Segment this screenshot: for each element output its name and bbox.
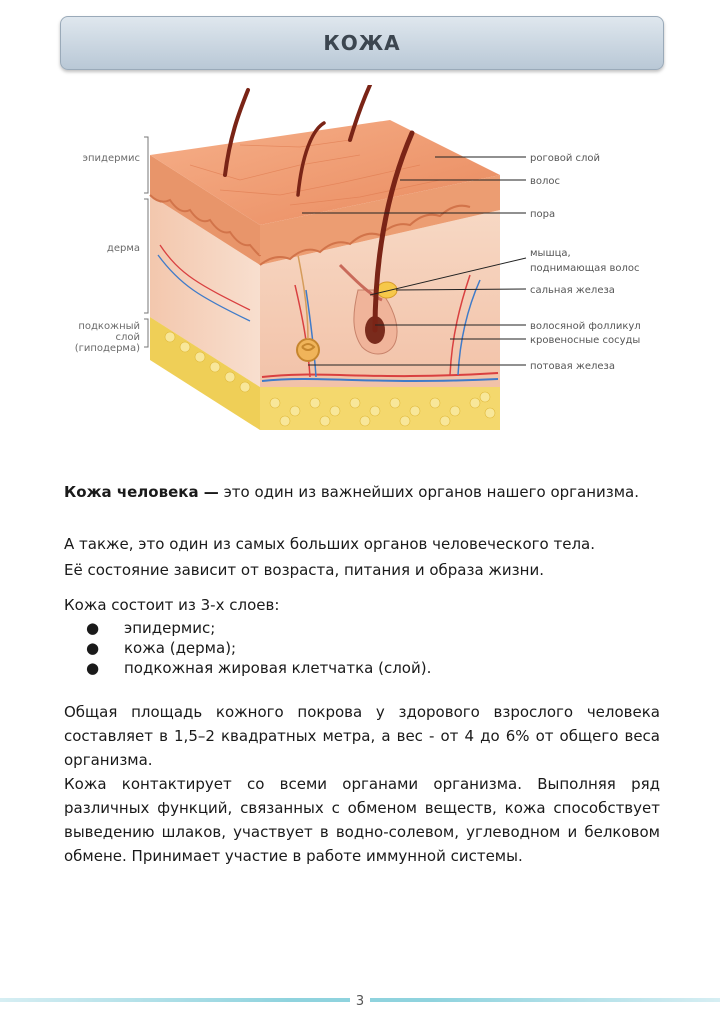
layers-list	[64, 618, 431, 678]
list-item: ● кожа (дерма);	[86, 639, 237, 657]
label-hair-follicle: волосяной фолликул	[530, 321, 641, 332]
right-labels	[530, 153, 641, 372]
label-pore: пора	[530, 209, 556, 220]
list-item: ● эпидермис;	[86, 619, 216, 637]
left-brackets	[144, 137, 148, 347]
label-dermis: дерма	[106, 243, 140, 254]
paragraph-functions: Кожа контактирует со всеми органами организма. Выполняя ряд различных функций, связанных с обменом веществ, кожа способствует выведению шлаков, участвует в водно-солевом, углеводном и белковом обмене. Принимает участие в работе иммунной системы.	[64, 775, 660, 865]
skin-cross-section-illustration	[40, 85, 680, 445]
page-number-wrap	[0, 994, 720, 1009]
paragraph-area-weight: Общая площадь кожного покрова у здорового взрослого человека составляет в 1,5–2 квадратных метра, а вес - от 4 до 6% от общего веса организма.	[64, 703, 660, 769]
label-hypodermis-1: подкожный	[78, 321, 140, 332]
label-blood-vessels: кровеносные сосуды	[530, 335, 641, 346]
bullet-icon: ●	[86, 619, 100, 637]
left-labels	[75, 153, 140, 354]
bullet-icon: ●	[86, 659, 100, 677]
list-item: ● подкожная жировая клетчатка (слой).	[86, 659, 432, 677]
intro-rest: это один из важнейших органов нашего организма.	[218, 483, 640, 501]
label-hypodermis-3: (гиподерма)	[74, 343, 140, 354]
label-sebaceous-gland: сальная железа	[530, 285, 615, 296]
paragraph-layers-intro: Кожа состоит из 3-х слоев:	[64, 596, 280, 614]
label-hair: волос	[530, 176, 561, 187]
page-title: КОЖА	[323, 31, 401, 55]
page-number: 3	[350, 994, 370, 1009]
label-muscle-2: поднимающая волос	[530, 263, 640, 274]
label-muscle-1: мышца,	[530, 248, 571, 259]
label-stratum-corneum: роговой слой	[530, 153, 601, 164]
paragraph-size: А также, это один из самых больших органов человеческого тела.	[64, 535, 595, 553]
title-banner	[60, 16, 664, 70]
intro-term: Кожа человека —	[64, 483, 219, 501]
bullet-icon: ●	[86, 639, 100, 657]
paragraph-intro	[64, 480, 660, 504]
paragraph-condition: Её состояние зависит от возраста, питания и образа жизни.	[64, 561, 544, 579]
label-sweat-gland: потовая железа	[530, 361, 615, 372]
label-epidermis: эпидермис	[82, 153, 140, 164]
label-hypodermis-2: слой	[115, 332, 140, 343]
